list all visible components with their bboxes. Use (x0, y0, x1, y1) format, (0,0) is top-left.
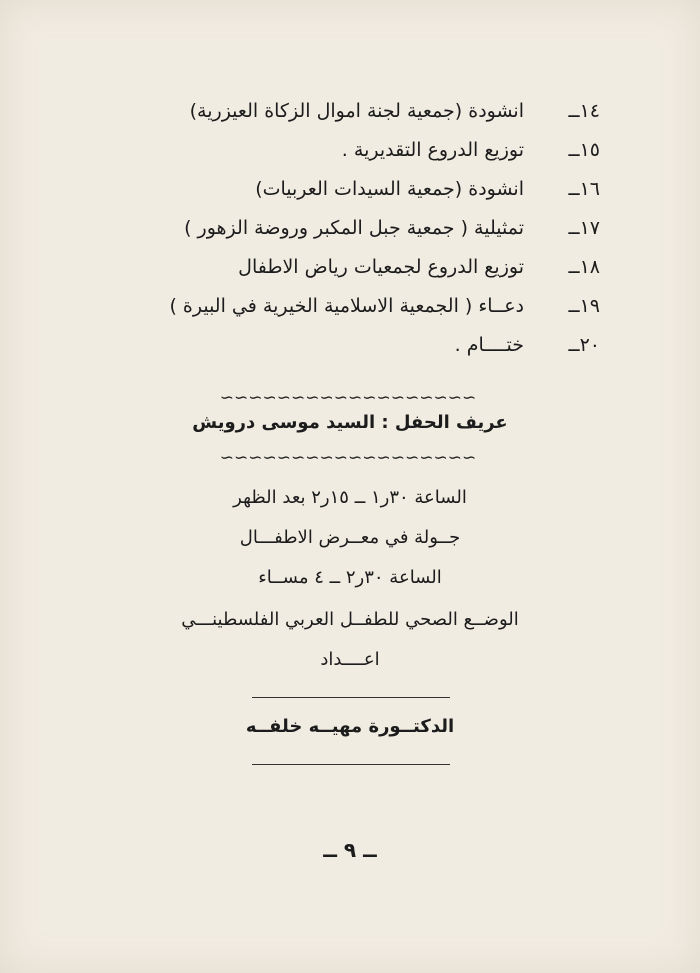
program-item-text: ختــــام . (454, 334, 524, 356)
mc-line: عريف الحفل : السيد موسى درويش (192, 412, 508, 433)
program-item-text: توزيع الدروع لجمعيات رياض الاطفال (238, 256, 524, 278)
divider-line (252, 697, 450, 698)
program-item (140, 287, 600, 326)
program-item-number: ١٥ــ (568, 139, 600, 161)
program-item (140, 170, 600, 209)
program-item (140, 209, 600, 248)
program-item-text: تمثيلية ( جمعية جبل المكبر وروضة الزهور ) (184, 217, 524, 239)
wavy-divider-bottom: ∽∽∽∽∽∽∽∽∽∽∽∽∽∽∽∽∽∽ (219, 452, 477, 464)
schedule-line: الوضــع الصحي للطفــل العربي الفلسطينـــي (181, 609, 519, 630)
program-item-number: ١٧ــ (568, 217, 600, 239)
schedule-line: اعــــداد (320, 649, 380, 670)
program-item-number: ١٨ــ (568, 256, 600, 278)
program-item (140, 92, 600, 131)
program-item-number: ١٦ــ (568, 178, 600, 200)
schedule-line: جــولة في معــرض الاطفـــال (239, 527, 461, 548)
schedule-line: الساعة ٣٠ر١ ــ ١٥ر٢ بعد الظهر (233, 487, 467, 508)
page-number: ــ ٩ ــ (323, 838, 377, 862)
author-name: الدكتــورة مهيــه خلفــه (245, 716, 455, 737)
program-item-text: دعــاء ( الجمعية الاسلامية الخيرية في البيرة ) (169, 295, 524, 317)
program-item-text: انشودة (جمعية السيدات العربيات) (255, 178, 524, 200)
program-item-text: انشودة (جمعية لجنة اموال الزكاة العيزرية) (189, 100, 524, 122)
program-item (140, 131, 600, 170)
program-item (140, 248, 600, 287)
program-item-number: ١٤ــ (568, 100, 600, 122)
schedule-line: الساعة ٣٠ر٢ ــ ٤ مســاء (258, 567, 442, 588)
wavy-divider-top: ∽∽∽∽∽∽∽∽∽∽∽∽∽∽∽∽∽∽ (219, 392, 477, 404)
program-item-text: توزيع الدروع التقديرية . (341, 139, 524, 161)
program-item-number: ٢٠ــ (568, 334, 600, 356)
program-item (140, 326, 600, 365)
divider-line (252, 764, 450, 765)
program-item-number: ١٩ــ (568, 295, 600, 317)
program-list (140, 92, 600, 365)
